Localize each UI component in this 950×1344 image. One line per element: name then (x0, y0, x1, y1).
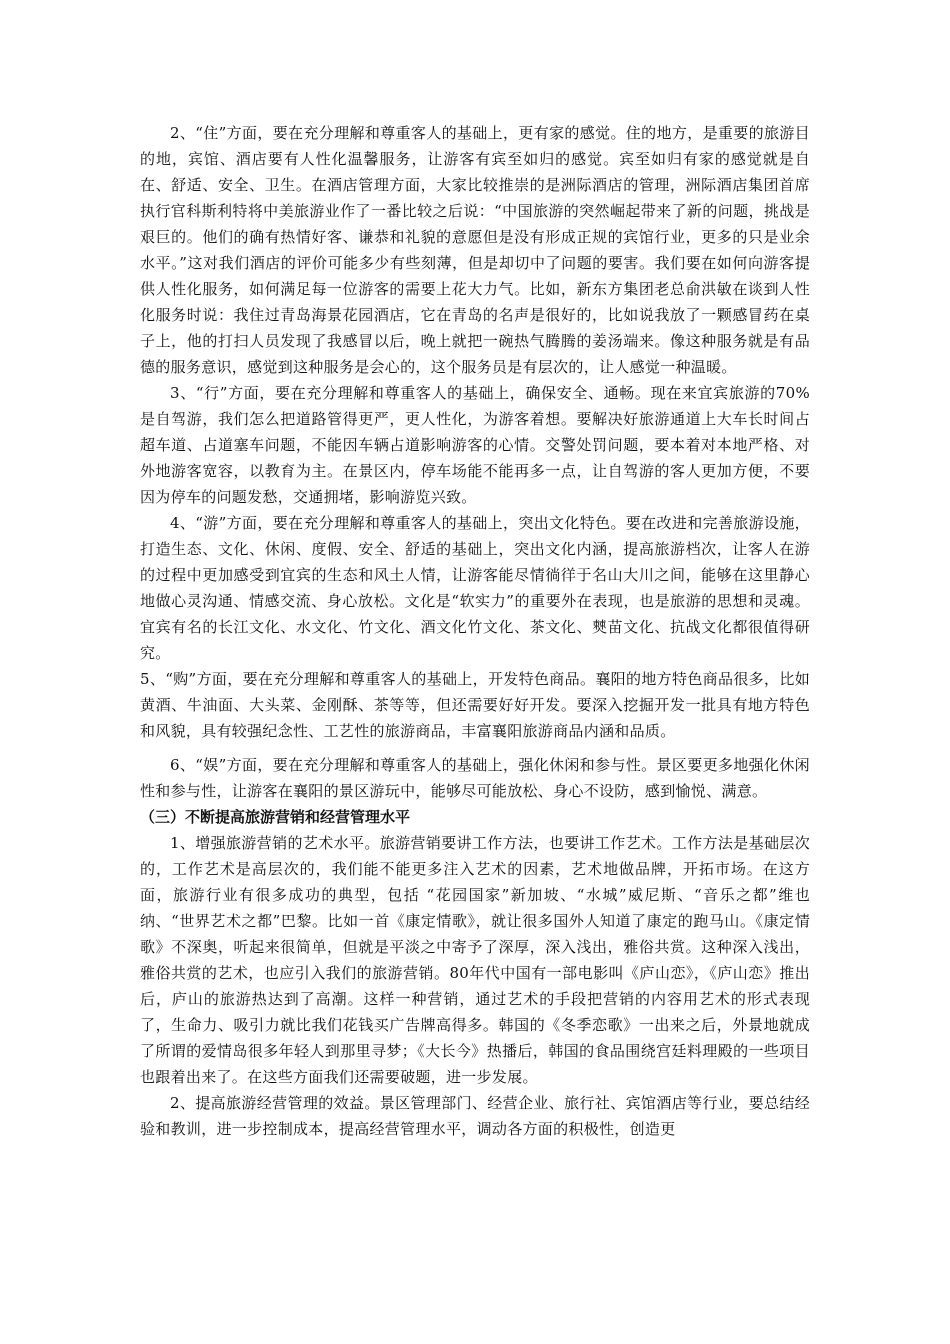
document-body (140, 120, 810, 1142)
section-heading: （三）不断提高旅游营销和经营管理水平 (140, 808, 411, 826)
paragraph-entertainment: 6、“娱”方面，要在充分理解和尊重客人的基础上，强化休闲和参与性。景区要更多地强化休闲性和参与性，让游客在襄阳的景区游玩中，能够尽可能放松、身心不设防，感到愉悦、满意。 (140, 756, 810, 800)
paragraph-touring: 4、“游”方面，要在充分理解和尊重客人的基础上，突出文化特色。要在改进和完善旅游设施，打造生态、文化、休闲、度假、安全、舒适的基础上，突出文化内涵，提高旅游档次，让客人在游的过程中更加感受到宜宾的生态和风土人情，让游客能尽情徜徉于名山大川之间，能够在这里静心地做心灵沟通、情感交流、身心放松。文化是“软实力”的重要外在表现，也是旅游的思想和灵魂。宜宾有名的长江文化、水文化、竹文化、酒文化竹文化、茶文化、僰苗文化、抗战文化都很值得研究。 (140, 514, 810, 662)
paragraph-accommodation: 2、“住”方面，要在充分理解和尊重客人的基础上，更有家的感觉。住的地方，是重要的旅游目的地，宾馆、酒店要有人性化温馨服务，让游客有宾至如归的感觉。宾至如归有家的感觉就是自在、舒适、安全、卫生。在酒店管理方面，大家比较推崇的是洲际酒店的管理，洲际酒店集团首席执行官科斯利特将中美旅游业作了一番比较之后说：“中国旅游的突然崛起带来了新的问题，挑战是艰巨的。他们的确有热情好客、谦恭和礼貌的意愿但是没有形成正规的宾馆行业，更多的只是业余水平。”这对我们酒店的评价可能多少有些刻薄，但是却切中了问题的要害。我们要在如何向游客提供人性化服务，如何满足每一位游客的需要上花大力气。比如，新东方集团老总俞洪敏在谈到人性化服务时说：我住过青岛海景花园酒店，它在青岛的名声是很好的，比如说我放了一颗感冒药在桌子上，他的打扫人员发现了我感冒以后，晚上就把一碗热气腾腾的姜汤端来。像这种服务就是有品德的服务意识，感觉到这种服务是会心的，这个服务员是有层次的，让人感觉一种温暖。 (140, 124, 810, 376)
paragraph-marketing: 1、增强旅游营销的艺术水平。旅游营销要讲工作方法，也要讲工作艺术。工作方法是基础层次的，工作艺术是高层次的，我们能不能更多注入艺术的因素，艺术地做品牌，开拓市场。在这方面，旅游行业有很多成功的典型，包括 “花园国家”新加坡、“水城”威尼斯、“音乐之都”维也纳、“世界艺术之都”巴黎。比如一首《康定情歌》，就让很多国外人知道了康定的跑马山。《康定情歌》不深奥，听起来很简单，但就是平淡之中寄予了深厚，深入浅出，雅俗共赏。这种深入浅出，雅俗共赏的艺术，也应引入我们的旅游营销。80年代中国有一部电影叫《庐山恋》，《庐山恋》推出后，庐山的旅游热达到了高潮。这样一种营销，通过艺术的手段把营销的内容用艺术的形式表现了，生命力、吸引力就比我们花钱买广告牌高得多。韩国的《冬季恋歌》一出来之后，外景地就成了所谓的爱情岛很多年轻人到那里寻梦；《大长今》热播后，韩国的食品围绕宫廷料理殿的一些项目也跟着出来了。在这些方面我们还需要破题，进一步发展。 (140, 834, 810, 1086)
paragraph-transportation: 3、“行”方面，要在充分理解和尊重客人的基础上，确保安全、通畅。现在来宜宾旅游的70%是自驾游，我们怎么把道路管得更严，更人性化，为游客着想。要解决好旅游通道上大车长时间占超车道、占道塞车问题，不能因车辆占道影响游客的心情。交警处罚问题，要本着对本地严格、对外地游客宽容，以教育为主。在景区内，停车场能不能再多一点，让自驾游的客人更加方便，不要因为停车的问题发愁，交通拥堵，影响游览兴致。 (140, 384, 810, 506)
paragraph-management: 2、提高旅游经营管理的效益。景区管理部门、经营企业、旅行社、宾馆酒店等行业，要总结经验和教训，进一步控制成本，提高经营管理水平，调动各方面的积极性，创造更 (140, 1094, 810, 1138)
paragraph-shopping: 5、“购”方面，要在充分理解和尊重客人的基础上，开发特色商品。襄阳的地方特色商品很多，比如黄酒、牛油面、大头菜、金刚酥、茶等等，但还需要好好开发。要深入挖掘开发一批具有地方特色和风貌，具有较强纪念性、工艺性的旅游商品，丰富襄阳旅游商品内涵和品质。 (140, 670, 810, 740)
